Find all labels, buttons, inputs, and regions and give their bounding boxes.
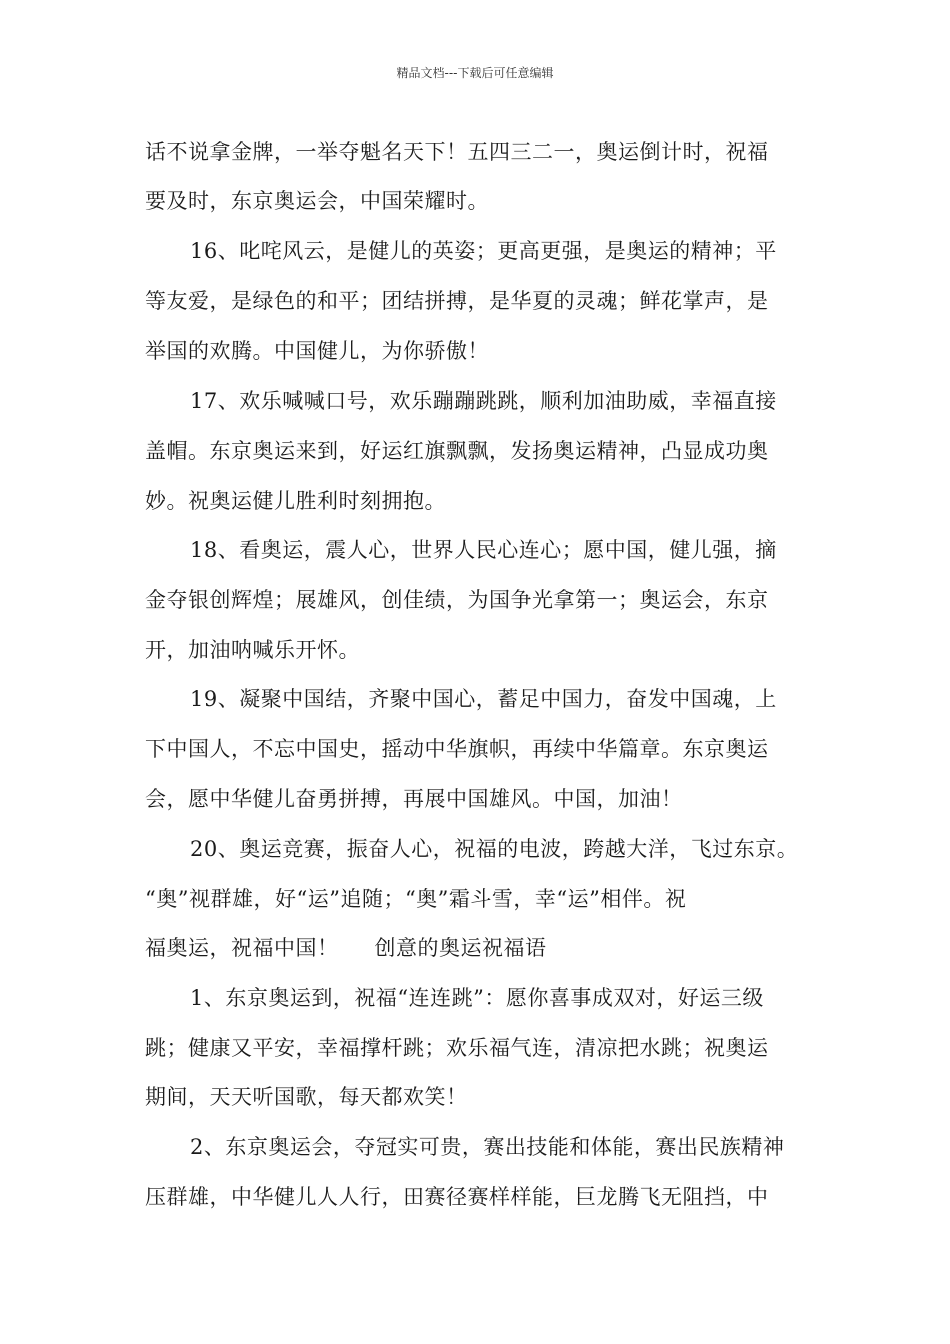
text-line: 举国的欢腾。中国健儿，为你骄傲！ [145,339,489,363]
text-line: 等友爱，是绿色的和平；团结拼搏，是华夏的灵魂；鲜花掌声，是 [145,289,769,313]
text-line-end: 福奥运，祝福中国！ [145,936,339,960]
text-line [145,933,805,963]
text-line: 盖帽。东京奥运来到，好运红旗飘飘，发扬奥运精神，凸显成功奥 [145,439,769,463]
paragraph-17-start: 17、欢乐喊喊口号，欢乐蹦蹦跳跳，顺利加油助威，幸福直接 [190,389,777,413]
text-line: 期间，天天听国歌，每天都欢笑！ [145,1085,468,1109]
section-heading: 创意的奥运祝福语 [374,936,547,960]
text-line: 会，愿中华健儿奋勇拼搏，再展中国雄风。中国，加油！ [145,787,683,811]
text-line: 下中国人，不忘中国史，摇动中华旗帜，再续中华篇章。东京奥运 [145,737,769,761]
page-header: 精品文档---下载后可任意编辑 [396,66,554,80]
text-line: 跳；健康又平安，幸福撑杆跳；欢乐福气连，清凉把水跳；祝奥运 [145,1036,769,1060]
paragraph-1-start: 1、东京奥运到，祝福“连连跳”：愿你喜事成双对，好运三级 [190,986,764,1010]
paragraph-19-start: 19、凝聚中国结，齐聚中国心，蓄足中国力，奋发中国魂，上 [190,687,777,711]
text-line: 妙。祝奥运健儿胜利时刻拥抱。 [145,489,446,513]
text-line: 开，加油呐喊乐开怀。 [145,638,360,662]
text-line: 金夺银创辉煌；展雄风，创佳绩，为国争光拿第一；奥运会，东京 [145,588,769,612]
text-line: “奥”视群雄，好“运”追随；“奥”霜斗雪，幸“运”相伴。祝 [145,887,687,911]
paragraph-16-start: 16、叱咤风云，是健儿的英姿；更高更强，是奥运的精神；平 [190,239,777,263]
paragraph-2-start: 2、东京奥运会，夺冠实可贵，赛出技能和体能，赛出民族精神 [190,1135,785,1159]
text-line: 要及时，东京奥运会，中国荣耀时。 [145,189,489,213]
text-line: 话不说拿金牌，一举夺魁名天下！五四三二一，奥运倒计时，祝福 [145,140,769,164]
paragraph-20-start: 20、奥运竞赛，振奋人心，祝福的电波，跨越大洋，飞过东京。 [190,837,799,861]
text-line: 压群雄，中华健儿人人行，田赛径赛样样能，巨龙腾飞无阻挡，中 [145,1185,769,1209]
paragraph-18-start: 18、看奥运，震人心，世界人民心连心；愿中国，健儿强，摘 [190,538,777,562]
